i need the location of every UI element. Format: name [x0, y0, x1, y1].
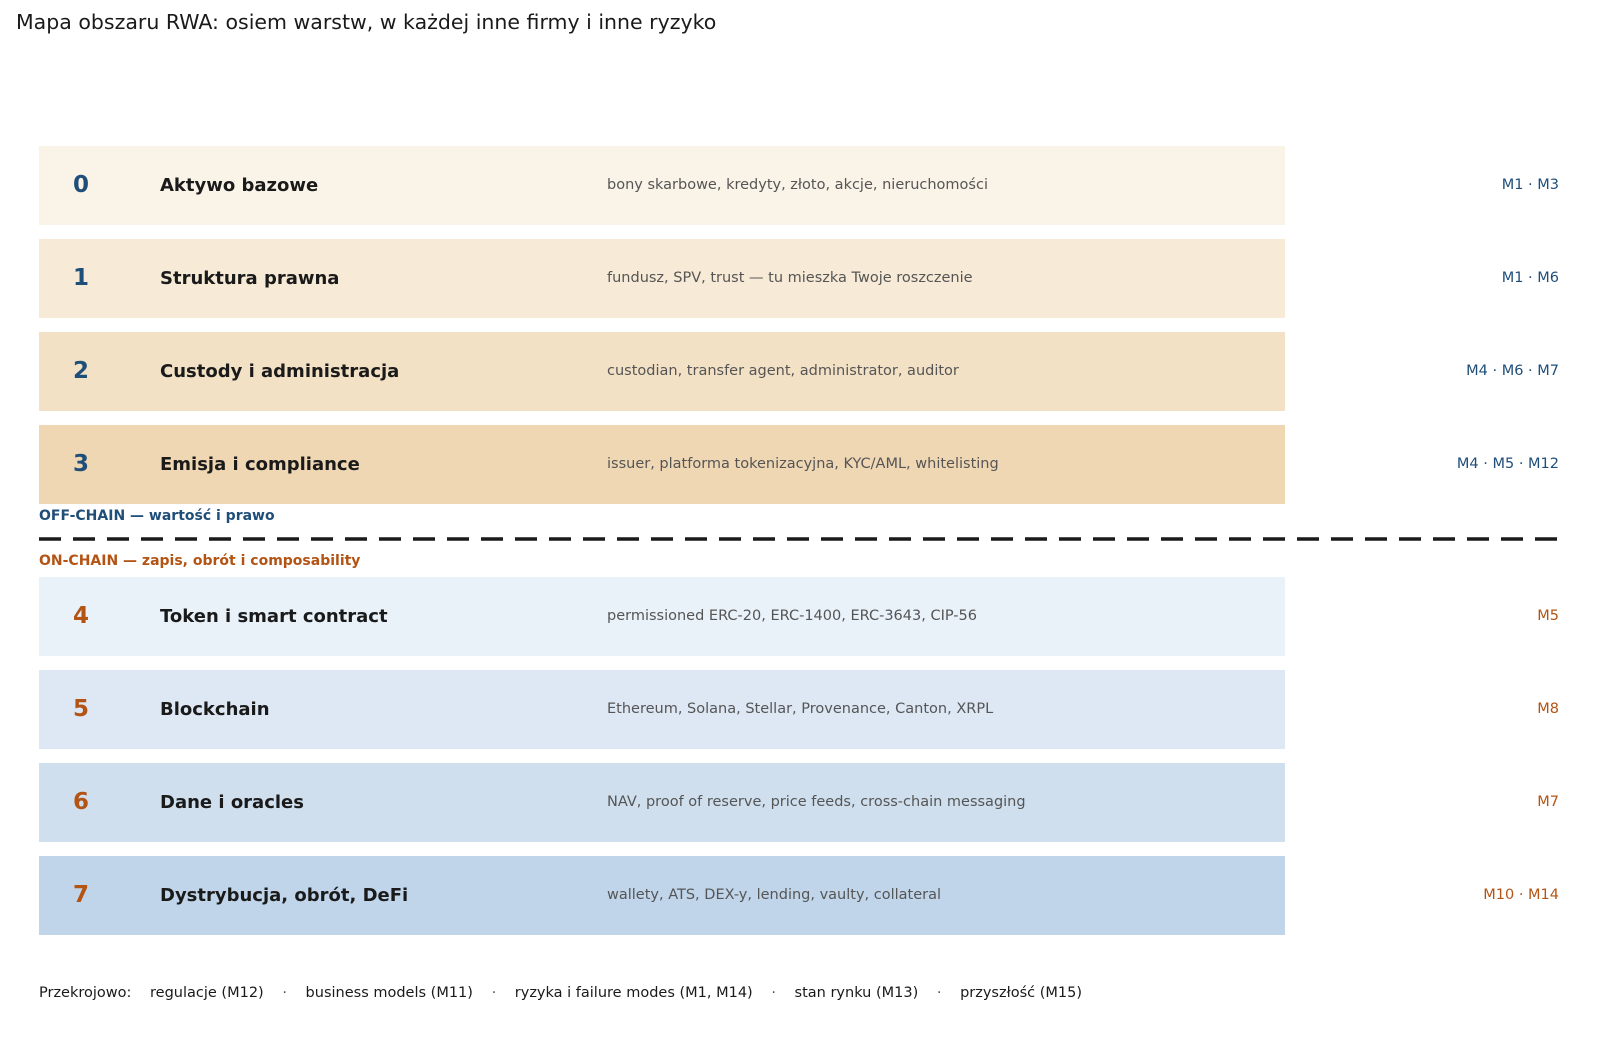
- layer-number: 0: [73, 172, 90, 198]
- off-chain-label: OFF-CHAIN — wartość i prawo: [39, 508, 275, 524]
- layer-modules: M4 · M6 · M7: [1466, 363, 1559, 379]
- cross-cutting-footer: [39, 985, 1082, 1001]
- footer-item-market-state: stan rynku (M13): [794, 985, 919, 1001]
- layer-name: Emisja i compliance: [160, 454, 360, 475]
- layer-description: NAV, proof of reserve, price feeds, cross-chain messaging: [607, 794, 1026, 810]
- layer-name: Blockchain: [160, 699, 270, 720]
- layer-description: fundusz, SPV, trust — tu mieszka Twoje roszczenie: [607, 270, 973, 286]
- layer-description: wallety, ATS, DEX-y, lending, vaulty, collateral: [607, 887, 942, 903]
- footer-item-business-models: business models (M11): [305, 985, 473, 1001]
- layer-name: Token i smart contract: [160, 606, 388, 627]
- layer-row-6: [39, 763, 1600, 842]
- layer-name: Aktywo bazowe: [160, 175, 319, 196]
- off-on-chain-divider: [39, 536, 1569, 542]
- on-chain-label: ON-CHAIN — zapis, obrót i composability: [39, 553, 361, 569]
- layer-description: Ethereum, Solana, Stellar, Provenance, Canton, XRPL: [607, 701, 994, 717]
- layer-row-7: [39, 856, 1600, 935]
- footer-separator: ·: [491, 985, 497, 1001]
- footer-separator: ·: [282, 985, 287, 1001]
- footer-separator: ·: [936, 985, 942, 1001]
- layer-name: Custody i administracja: [160, 361, 400, 382]
- layer-number: 3: [73, 451, 90, 477]
- layer-number: 5: [73, 696, 90, 722]
- layer-number: 4: [73, 603, 90, 629]
- layer-description: issuer, platforma tokenizacyjna, KYC/AML, whitelisting: [607, 456, 999, 472]
- layer-number: 7: [73, 882, 90, 908]
- layer-name: Dane i oracles: [160, 792, 304, 813]
- footer-separator: ·: [771, 985, 776, 1001]
- page-title: Mapa obszaru RWA: osiem warstw, w każdej inne firmy i inne ryzyko: [16, 10, 717, 34]
- layer-modules: M1 · M6: [1501, 270, 1559, 286]
- layer-modules: M7: [1537, 794, 1559, 810]
- layer-description: bony skarbowe, kredyty, złoto, akcje, nieruchomości: [607, 177, 988, 193]
- footer-item-regulations: regulacje (M12): [150, 985, 264, 1001]
- layer-modules: M10 · M14: [1483, 887, 1559, 903]
- layer-row-5: [39, 670, 1600, 749]
- layer-number: 2: [73, 358, 90, 384]
- layer-modules: M1 · M3: [1501, 177, 1559, 193]
- layer-name: Dystrybucja, obrót, DeFi: [160, 885, 409, 906]
- layer-row-4: [39, 577, 1600, 656]
- layer-description: custodian, transfer agent, administrator, auditor: [607, 363, 959, 379]
- layer-row-2: [39, 332, 1600, 411]
- layer-modules: M4 · M5 · M12: [1456, 456, 1559, 472]
- layer-number: 1: [73, 265, 90, 291]
- layer-row-3: [39, 425, 1600, 504]
- layer-modules: M5: [1537, 608, 1559, 624]
- footer-item-future: przyszłość (M15): [960, 985, 1082, 1001]
- layer-row-0: [39, 146, 1600, 225]
- footer-lead: Przekrojowo:: [39, 985, 132, 1001]
- layer-description: permissioned ERC-20, ERC-1400, ERC-3643, CIP-56: [607, 608, 977, 624]
- layer-name: Struktura prawna: [160, 268, 340, 289]
- layer-number: 6: [73, 789, 90, 815]
- layer-row-1: [39, 239, 1600, 318]
- footer-item-risks: ryzyka i failure modes (M1, M14): [514, 985, 753, 1001]
- layer-modules: M8: [1537, 701, 1559, 717]
